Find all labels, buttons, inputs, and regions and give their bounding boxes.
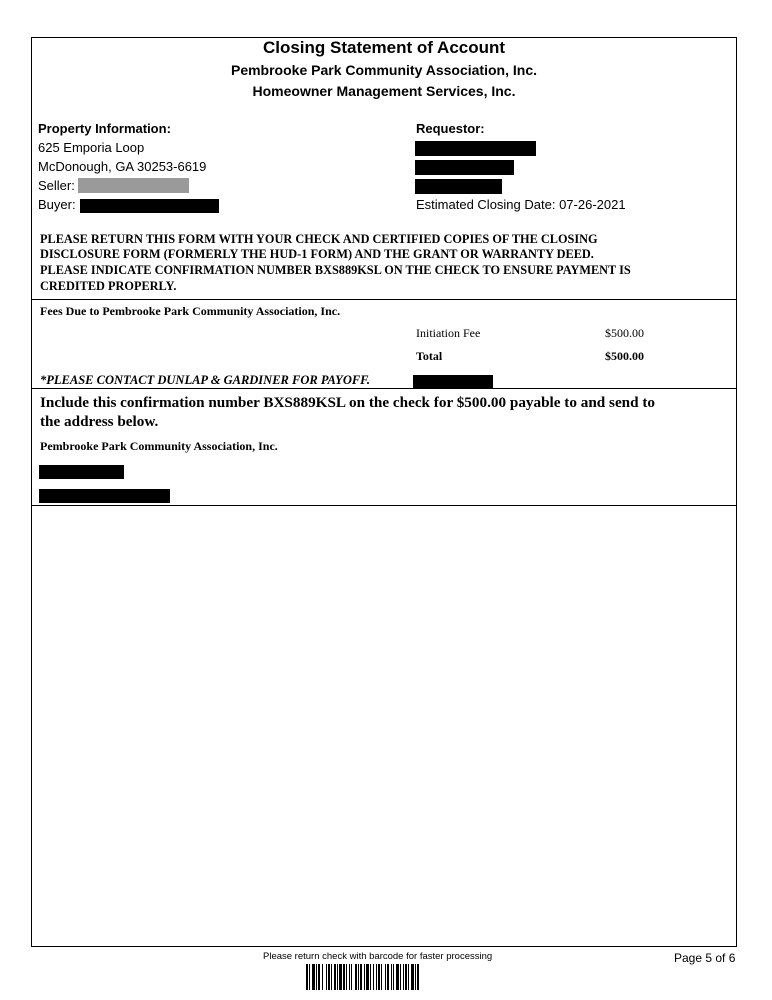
management-company: Homeowner Management Services, Inc.	[252, 83, 516, 99]
payment-line2: the address below.	[40, 413, 159, 430]
seller-redaction	[78, 178, 189, 193]
divider-fees	[32, 299, 736, 300]
divider-payment	[32, 388, 736, 389]
seller-label: Seller:	[38, 178, 75, 193]
payee-name: Pembrooke Park Community Association, Inc.	[40, 439, 278, 453]
requestor-heading: Requestor:	[416, 121, 485, 136]
payoff-redaction	[413, 375, 493, 388]
property-heading: Property Information:	[38, 121, 171, 136]
association-name: Pembrooke Park Community Association, Inc.	[230, 62, 537, 78]
fees-total-label: Total	[416, 349, 443, 363]
instructions-line4: CREDITED PROPERLY.	[40, 279, 177, 293]
property-address-line2: McDonough, GA 30253-6619	[38, 159, 207, 174]
instructions-line3: PLEASE INDICATE CONFIRMATION NUMBER BXS889KSL ON THE CHECK TO ENSURE PAYMENT IS	[40, 263, 631, 277]
payoff-note: *PLEASE CONTACT DUNLAP & GARDINER FOR PAYOFF.	[40, 373, 371, 387]
payment-line1: Include this confirmation number BXS889KSL on the check for $500.00 payable to and send to	[40, 394, 656, 411]
page-number: Page 5 of 6	[674, 951, 736, 965]
requestor-redaction-3	[415, 179, 502, 194]
page-title: Closing Statement of Account	[262, 38, 506, 57]
instructions-line1: PLEASE RETURN THIS FORM WITH YOUR CHECK AND CERTIFIED COPIES OF THE CLOSING	[40, 232, 598, 246]
instructions-line2: DISCLOSURE FORM (FORMERLY THE HUD-1 FORM) AND THE GRANT OR WARRANTY DEED.	[40, 247, 594, 261]
divider-bottom	[32, 505, 736, 506]
payee-address-redaction-1	[39, 465, 124, 479]
buyer-redaction	[80, 199, 219, 213]
statement-frame	[31, 37, 737, 947]
payee-address-redaction-2	[39, 489, 170, 503]
fees-total-amount: $500.00	[605, 349, 644, 363]
requestor-redaction-1	[415, 141, 536, 156]
payment-barcode	[306, 964, 420, 990]
fee-row-label: Initiation Fee	[416, 326, 481, 340]
property-address-line1: 625 Emporia Loop	[38, 140, 145, 155]
estimated-closing-date: Estimated Closing Date: 07-26-2021	[416, 197, 626, 212]
fee-row-amount: $500.00	[605, 326, 644, 340]
requestor-redaction-2	[415, 160, 514, 175]
buyer-label: Buyer:	[38, 197, 76, 212]
barcode-note: Please return check with barcode for faster processing	[263, 951, 493, 962]
fees-heading: Fees Due to Pembrooke Park Community Association, Inc.	[40, 304, 341, 318]
